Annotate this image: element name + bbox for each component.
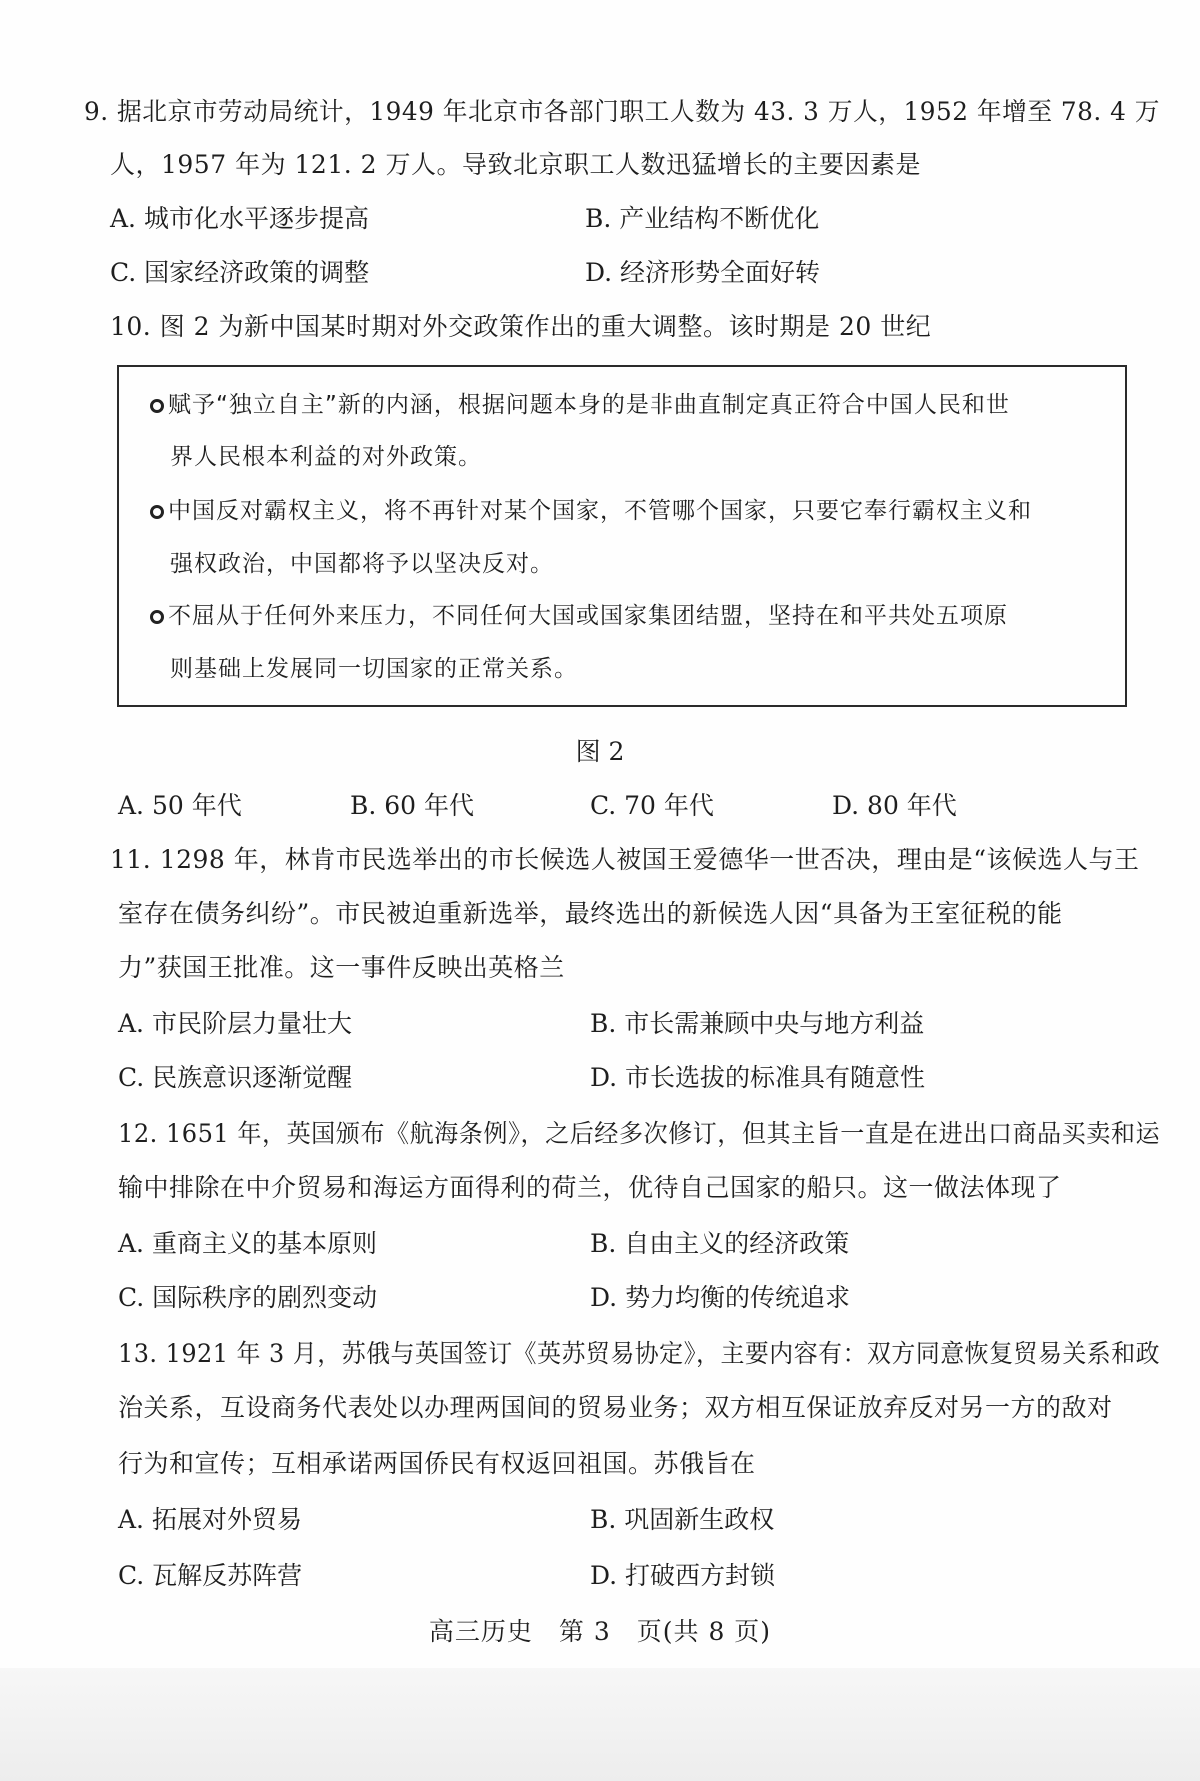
q12-stem-line1: 12. 1651 年，英国颁布《航海条例》，之后经多次修订，但其主旨一直是在进出口商品买卖和运 bbox=[118, 1119, 1161, 1148]
q13-option-c: C. 瓦解反苏阵营 bbox=[118, 1561, 303, 1590]
figure-2-point-1-text: 赋予“独立自主”新的内涵，根据问题本身的是非曲直制定真正符合中国人民和世 bbox=[168, 392, 1010, 418]
figure-2-point-1-line2: 界人民根本利益的对外政策。 bbox=[170, 444, 482, 470]
figure-2-point-3-line1 bbox=[150, 600, 1008, 632]
q10-stem-line1: 10. 图 2 为新中国某时期对外交政策作出的重大调整。该时期是 20 世纪 bbox=[110, 312, 932, 341]
q11-stem-line1: 11. 1298 年，林肯市民选举出的市长候选人被国王爱德华一世否决，理由是“该候选人与王 bbox=[110, 845, 1140, 874]
circle-bullet-icon bbox=[150, 505, 164, 519]
q9-stem-line2: 人，1957 年为 121. 2 万人。导致北京职工人数迅猛增长的主要因素是 bbox=[110, 150, 921, 179]
q9-option-c: C. 国家经济政策的调整 bbox=[110, 258, 370, 287]
q13-stem-line2: 治关系，互设商务代表处以办理两国间的贸易业务；双方相互保证放弃反对另一方的敌对 bbox=[118, 1393, 1113, 1422]
q13-option-a: A. 拓展对外贸易 bbox=[118, 1505, 302, 1534]
q11-stem-line2: 室存在债务纠纷”。市民被迫重新选举，最终选出的新候选人因“具备为王室征税的能 bbox=[118, 899, 1063, 928]
figure-2-point-3-text: 不屈从于任何外来压力，不同任何大国或国家集团结盟，坚持在和平共处五项原 bbox=[168, 603, 1008, 629]
figure-2-point-2-text: 中国反对霸权主义，将不再针对某个国家，不管哪个国家，只要它奉行霸权主义和 bbox=[168, 498, 1032, 524]
figure-2-caption: 图 2 bbox=[575, 737, 625, 766]
q13-option-d: D. 打破西方封锁 bbox=[590, 1561, 776, 1590]
q10-option-c: C. 70 年代 bbox=[590, 791, 714, 820]
q13-stem-line3: 行为和宣传；互相承诺两国侨民有权返回祖国。苏俄旨在 bbox=[118, 1449, 756, 1478]
q10-option-d: D. 80 年代 bbox=[832, 791, 957, 820]
q11-option-b: B. 市长需兼顾中央与地方利益 bbox=[590, 1009, 925, 1038]
scan-bottom-margin bbox=[0, 1668, 1200, 1781]
circle-bullet-icon bbox=[150, 399, 164, 413]
q12-option-b: B. 自由主义的经济政策 bbox=[590, 1229, 850, 1258]
q10-option-a: A. 50 年代 bbox=[118, 791, 242, 820]
q12-option-c: C. 国际秩序的剧烈变动 bbox=[118, 1283, 378, 1312]
q10-option-b: B. 60 年代 bbox=[350, 791, 475, 820]
q11-option-a: A. 市民阶层力量壮大 bbox=[118, 1009, 352, 1038]
q9-option-d: D. 经济形势全面好转 bbox=[585, 258, 821, 287]
circle-bullet-icon bbox=[150, 610, 164, 624]
q12-option-d: D. 势力均衡的传统追求 bbox=[590, 1283, 851, 1312]
q13-stem-line1: 13. 1921 年 3 月，苏俄与英国签订《英苏贸易协定》，主要内容有：双方同意恢复贸易关系和政 bbox=[118, 1339, 1161, 1368]
page-footer: 高三历史 第 3 页(共 8 页) bbox=[428, 1617, 772, 1646]
q11-option-c: C. 民族意识逐渐觉醒 bbox=[118, 1063, 353, 1092]
q11-option-d: D. 市长选拔的标准具有随意性 bbox=[590, 1063, 926, 1092]
q9-stem-line1: 9. 据北京市劳动局统计，1949 年北京市各部门职工人数为 43. 3 万人，1952 年增至 78. 4 万 bbox=[84, 97, 1160, 126]
q12-stem-line2: 输中排除在中介贸易和海运方面得利的荷兰，优待自己国家的船只。这一做法体现了 bbox=[118, 1173, 1062, 1202]
q9-option-b: B. 产业结构不断优化 bbox=[585, 204, 820, 233]
q11-stem-line3: 力”获国王批准。这一事件反映出英格兰 bbox=[118, 953, 565, 982]
figure-2-point-1-line1 bbox=[150, 389, 1010, 421]
q13-option-b: B. 巩固新生政权 bbox=[590, 1505, 775, 1534]
figure-2-point-3-line2: 则基础上发展同一切国家的正常关系。 bbox=[170, 656, 578, 682]
figure-2-point-2-line1 bbox=[150, 495, 1032, 527]
figure-2-point-2-line2: 强权政治，中国都将予以坚决反对。 bbox=[170, 551, 554, 577]
q9-option-a: A. 城市化水平逐步提高 bbox=[110, 204, 369, 233]
q12-option-a: A. 重商主义的基本原则 bbox=[118, 1229, 377, 1258]
